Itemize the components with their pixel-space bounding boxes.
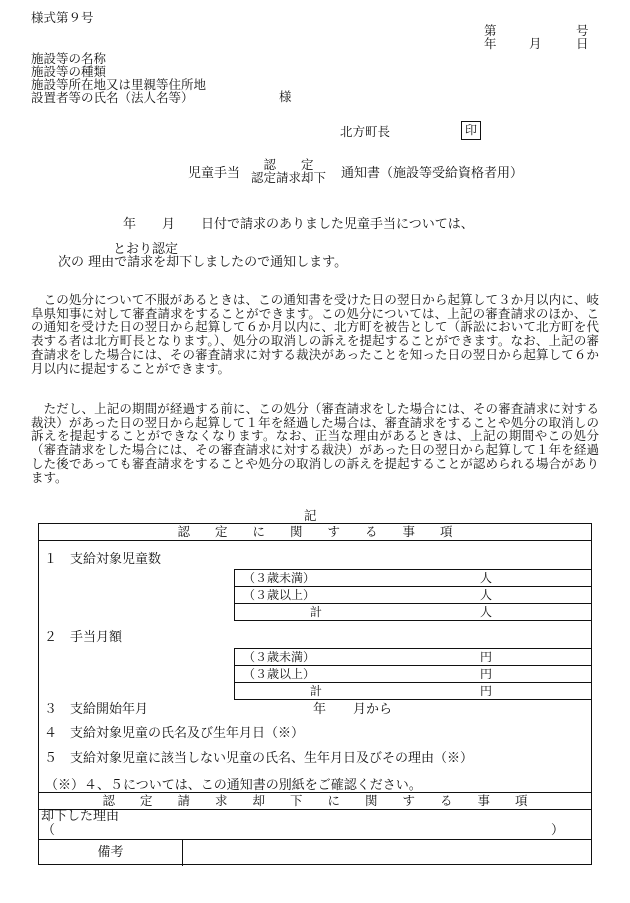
certification-section-heading: 認 定 に 関 す る 事 項 bbox=[39, 524, 591, 541]
date-day: 日 bbox=[576, 36, 589, 51]
rejection-section-heading: 認 定 請 求 却 下 に 関 す る 事 項 bbox=[39, 792, 591, 810]
form-number: 様式第９号 bbox=[31, 10, 94, 25]
attachment-note: （※）４、５については、この通知書の別紙をご確認ください。 bbox=[45, 778, 422, 793]
details-box bbox=[38, 523, 592, 865]
remarks-row bbox=[39, 839, 591, 866]
title-option-approve: 認 定 bbox=[263, 157, 314, 172]
title-suffix: 通知書（施設等受給資格者用） bbox=[341, 166, 524, 181]
addressee-name: 設置者等の氏名（法人名等） bbox=[31, 90, 194, 105]
intro-line-2a: とおり認定 bbox=[113, 242, 179, 257]
monthly-amount-row: 計 円 bbox=[310, 684, 493, 698]
title-options bbox=[251, 158, 326, 184]
item-child-count: １ 支給対象児童数 bbox=[44, 552, 162, 567]
child-count-row: （３歳以上） 人 bbox=[235, 587, 591, 604]
issuer-name: 北方町長 bbox=[340, 124, 391, 139]
start-month-year: 年 bbox=[313, 702, 327, 717]
item-child-names: ４ 支給対象児童の氏名及び生年月日（※） bbox=[44, 726, 305, 741]
official-seal: 印 bbox=[461, 121, 481, 140]
addressee-address: 施設等所在地又は里親等住所地 bbox=[31, 77, 207, 92]
item-monthly-amount: ２ 手当月額 bbox=[44, 630, 123, 645]
title-prefix: 児童手当 bbox=[188, 166, 241, 181]
rejection-reason-close-paren: ） bbox=[551, 823, 565, 838]
date-month: 月 bbox=[529, 36, 542, 51]
child-count-table bbox=[234, 569, 592, 621]
monthly-amount-table bbox=[234, 648, 592, 700]
rejection-reason-label: 却下した理由 bbox=[41, 809, 120, 824]
addressee-facility-type: 施設等の種類 bbox=[31, 64, 107, 79]
item-non-eligible-children: ５ 支給対象児童に該当しない児童の氏名、生年月日及びその理由（※） bbox=[44, 751, 474, 766]
document-number-suffix: 号 bbox=[576, 23, 589, 38]
title-option-reject: 認定請求却下 bbox=[251, 170, 327, 185]
remarks-label: 備考 bbox=[39, 840, 183, 866]
item-start-month: ３ 支給開始年月 bbox=[44, 702, 149, 717]
monthly-amount-row: （３歳未満） 円 bbox=[235, 649, 591, 666]
ki-label: 記 bbox=[304, 508, 317, 523]
appeal-notice-paragraph-1: この処分について不服があるときは、この通知書を受けた日の翌日から起算して３か月以内に、岐阜県知事に対して審査請求をすることができます。この処分については、上記の審査請求のほか、この通知を受けた日の翌日から起算して６か月以内に、北方町を被告として（訴訟において北方町を代表する者は北方町長となります。）、処分の取消しの訴えを提起することができます。なお、上記の審査請求をした場合には、その審査請求に対する裁決があったことを知った日の翌日から起算して６か月以内に提起することができます。 bbox=[31, 292, 599, 376]
date-year: 年 bbox=[484, 36, 497, 51]
addressee-honorific: 様 bbox=[279, 89, 292, 104]
intro-line-2b: 次の 理由で請求を却下しましたので通知します。 bbox=[58, 255, 348, 270]
rejection-reason-open-paren: （ bbox=[42, 823, 56, 838]
start-month-month: 月から bbox=[353, 702, 393, 717]
child-count-row: （３歳未満） 人 bbox=[235, 570, 591, 587]
document-number-label: 第 bbox=[484, 23, 497, 38]
child-count-row: 計 人 bbox=[310, 605, 493, 619]
appeal-notice-paragraph-2: ただし、上記の期間が経過する前に、この処分（審査請求をした場合には、その審査請求に対する裁決）があった日の翌日から起算して１年を経過した場合は、審査請求をすることや処分の取消しの訴えを提起することができなくなります。なお、正当な理由があるときは、上記の期間やこの処分（審査請求をした場合には、その審査請求に対する裁決）があった日の翌日から起算して１年を経過した後であっても審査請求をすることや処分の取消しの訴えを提起することが認められる場合があります。 bbox=[31, 401, 599, 485]
monthly-amount-row: （３歳以上） 円 bbox=[235, 666, 591, 683]
addressee-facility-name: 施設等の名称 bbox=[31, 51, 107, 66]
intro-line-1: 年 月 日付で請求のありました児童手当については、 bbox=[123, 217, 474, 232]
